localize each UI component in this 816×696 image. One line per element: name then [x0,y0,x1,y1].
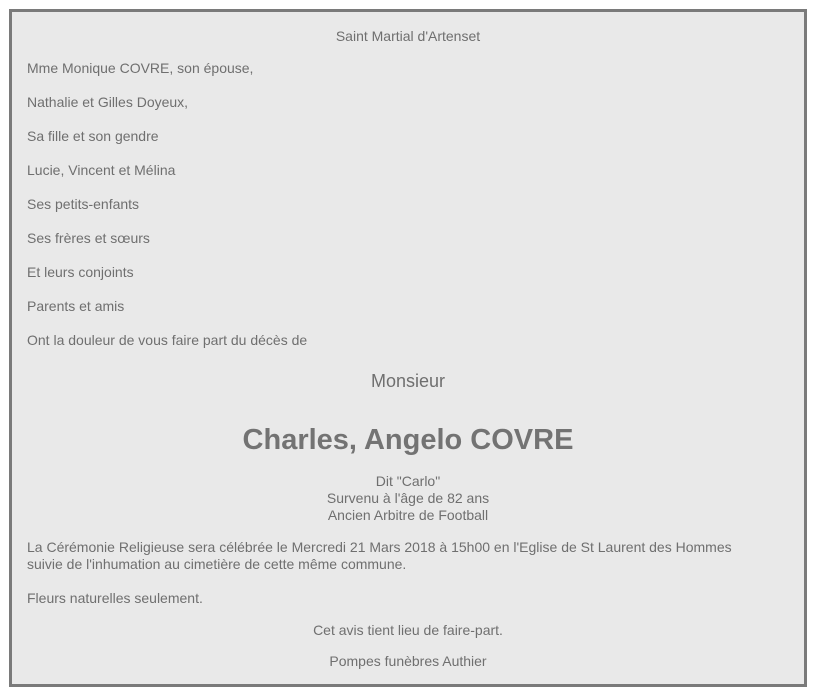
family-line-daughter: Nathalie et Gilles Doyeux, [27,94,189,110]
family-line-daughter-relation: Sa fille et son gendre [27,128,159,144]
flowers-note: Fleurs naturelles seulement. [27,590,203,606]
announcement-line: Ont la douleur de vous faire part du décès de [27,332,308,348]
deceased-title: Monsieur [370,371,446,391]
family-line-spouses: Et leurs conjoints [27,264,134,280]
family-line-grandchildren: Lucie, Vincent et Mélina [27,162,176,178]
ceremony-line-2: suivie de l'inhumation au cimetière de cette même commune. [27,556,407,572]
family-line-spouse: Mme Monique COVRE, son épouse, [27,60,254,76]
notice-line: Cet avis tient lieu de faire-part. [313,622,503,638]
family-line-siblings: Ses frères et sœurs [27,230,150,246]
deceased-nickname: Dit "Carlo" [375,473,441,489]
obituary-card [9,9,807,687]
deceased-name: Charles, Angelo COVRE [242,424,574,456]
ceremony-paragraph [27,539,777,573]
ceremony-line-1: La Cérémonie Religieuse sera célébrée le Mercredi 21 Mars 2018 à 15h00 en l'Eglise de St Laurent des Hommes [27,539,732,555]
deceased-age: Survenu à l'âge de 82 ans [326,490,490,506]
family-line-grandchildren-relation: Ses petits-enfants [27,196,140,212]
funeral-home: Pompes funèbres Authier [329,653,487,669]
family-line-relatives: Parents et amis [27,298,125,314]
location-heading: Saint Martial d'Artenset [335,28,481,44]
deceased-occupation: Ancien Arbitre de Football [327,507,489,523]
